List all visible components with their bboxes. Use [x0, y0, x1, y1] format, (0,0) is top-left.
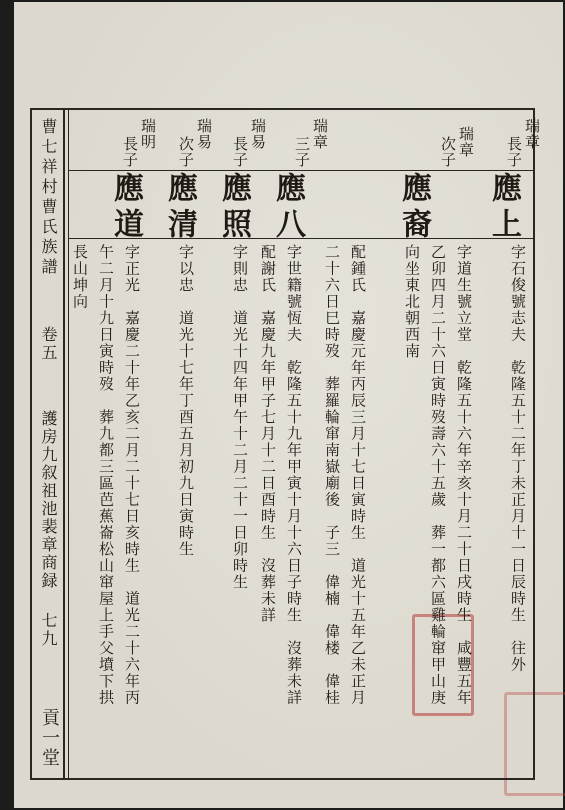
person-name-ying-yi: 應裔 — [396, 172, 431, 244]
relation-r2-line2: 次子 — [439, 136, 457, 168]
relation-r6-line2: 長子 — [121, 136, 139, 168]
relation-r5-line2: 次子 — [177, 136, 195, 168]
section-label: 護房九叙祖池裴章商録 — [39, 410, 58, 590]
record-column: 配謝氏 嘉慶九年甲子七月十二日酉時生 沒葬未詳 — [259, 244, 277, 624]
record-column: 向坐東北朝西南 — [403, 244, 421, 360]
relation-r1-line2: 長子 — [505, 136, 523, 168]
relation-r6-line1: 瑞明 — [139, 118, 157, 150]
person-name-ying-ba: 應八 — [270, 172, 305, 244]
record-column: 字以忠 道光十七年丁酉五月初九日寅時生 — [177, 244, 195, 558]
volume-label: 卷五 — [39, 326, 58, 362]
person-name-ying-qing: 應清 — [162, 172, 197, 244]
spine-rule — [63, 108, 65, 780]
relation-r2-line1: 瑞章 — [457, 126, 475, 158]
person-name-ying-shang: 應上 — [486, 172, 521, 244]
spine-rule-inner — [68, 108, 69, 780]
record-column: 二十六日巳時歿 葬羅輪窜南嶽廟後 子三 偉楠 偉楼 偉桂 — [323, 244, 341, 706]
relation-r1-line1: 瑞章 — [523, 118, 541, 150]
record-column: 字則忠 道光十四年甲午十二月二十一日卯時生 — [231, 244, 249, 591]
hall-name: 貢一堂 — [39, 708, 60, 768]
record-column: 字世籍號恆夫 乾隆五十九年甲寅十月十六日子時生 沒葬未詳 — [285, 244, 303, 706]
record-column: 午二月十九日寅時歿 葬九都三區芭蕉崙松山窜屋上手父墳下拱 — [97, 244, 115, 706]
record-column: 長山坤向 — [71, 244, 89, 310]
record-column: 配鍾氏 嘉慶元年丙辰三月十七日寅時生 道光十五年乙未正月 — [349, 244, 367, 706]
record-column: 字正光 嘉慶二十年乙亥二月二十七日亥時生 道光二十六年丙 — [123, 244, 141, 706]
relation-r4-line1: 瑞易 — [249, 118, 267, 150]
record-column: 乙卯四月二十六日寅時歿壽六十五歲 葬一都六區雞輪窜甲山庚 — [429, 244, 447, 706]
relation-r3-line2: 三子 — [293, 136, 311, 168]
relation-r5-line1: 瑞易 — [195, 118, 213, 150]
record-column: 字石俊號志夫 乾隆五十二年丁未正月十一日辰時生 往外 — [509, 244, 527, 673]
page-number: 七九 — [39, 612, 58, 648]
record-column: 字道生號立堂 乾隆五十六年辛亥十月二十日戌時生 咸豐五年 — [455, 244, 473, 706]
book-title: 曹七祥村曹氏族譜 — [39, 118, 58, 278]
relation-divider — [69, 170, 535, 171]
person-name-ying-zhao: 應照 — [216, 172, 251, 244]
relation-r3-line1: 瑞章 — [311, 118, 329, 150]
person-name-ying-dao: 應道 — [108, 172, 143, 244]
relation-r4-line2: 長子 — [231, 136, 249, 168]
